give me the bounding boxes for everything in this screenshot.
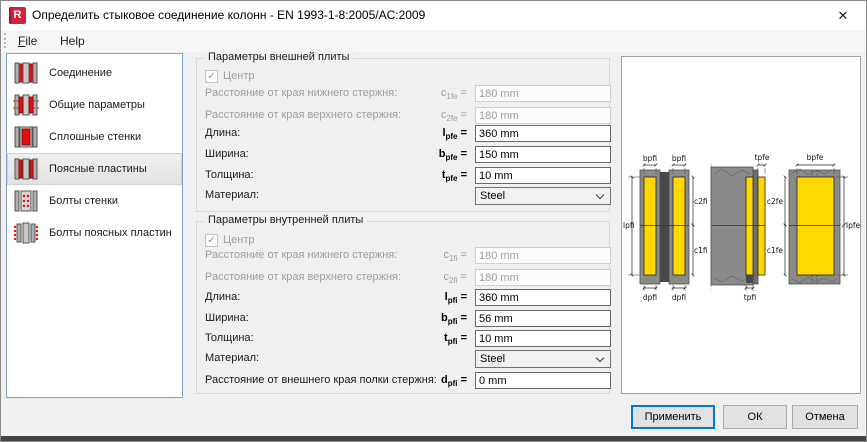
form-row — [205, 125, 603, 142]
solid-webs-icon — [12, 125, 40, 149]
menu-file-rest: ile — [25, 34, 38, 48]
field-label: Расстояние от края нижнего стержня: — [205, 87, 398, 99]
sidebar-item-label: Болты поясных пластин — [49, 227, 172, 239]
center-checkbox-row — [205, 69, 255, 83]
dim-label-dpfi-right: dpfi — [671, 293, 687, 302]
apply-button[interactable]: Применить — [631, 405, 715, 429]
sidebar-item-flange-plates[interactable] — [7, 153, 182, 185]
c2fe-input — [475, 107, 611, 124]
flange-plate-bolts-icon — [12, 221, 40, 245]
field-label: Ширина: — [205, 312, 249, 324]
title-bar — [1, 1, 866, 30]
sidebar-item-general-parameters[interactable] — [7, 89, 182, 121]
background-window-edge — [1, 436, 866, 441]
center-label: Центр — [223, 70, 255, 82]
length-outer-input[interactable] — [475, 125, 611, 142]
field-label: Толщина: — [205, 332, 254, 344]
sidebar-item-web-bolts[interactable] — [7, 185, 182, 217]
menu-bar — [1, 30, 866, 52]
check-icon: ✓ — [207, 70, 216, 82]
form-row — [205, 167, 603, 184]
sidebar-item-flange-plate-bolts[interactable] — [7, 217, 182, 249]
group-title: Параметры внешней плиты — [204, 51, 353, 63]
sidebar-item-solid-webs[interactable] — [7, 121, 182, 153]
internal-plate-group — [196, 214, 610, 394]
field-symbol: $d_{pfi}$ = — [440, 374, 467, 389]
material-select-outer[interactable] — [475, 187, 611, 205]
thickness-outer-input[interactable] — [475, 167, 611, 184]
field-symbol: $c_{2fi}$ = — [443, 271, 467, 286]
connection-icon — [12, 61, 40, 85]
dpfi-input[interactable] — [475, 372, 611, 389]
general-parameters-icon — [12, 93, 40, 117]
field-symbol: $l_{pfi}$ = — [444, 291, 467, 306]
center-checkbox — [205, 234, 218, 247]
field-symbol: $t_{pfi}$ = — [444, 332, 467, 347]
internal-plates-view — [623, 154, 708, 302]
sidebar-item-label: Соединение — [49, 67, 113, 79]
field-label: Материал: — [205, 189, 260, 201]
external-plate-view — [767, 153, 860, 284]
center-checkbox-row — [205, 233, 255, 247]
form-row — [205, 269, 603, 286]
column-side-view — [711, 153, 770, 302]
field-label: Длина: — [205, 291, 241, 303]
center-checkbox — [205, 70, 218, 83]
group-title: Параметры внутренней плиты — [204, 214, 367, 226]
menu-file[interactable] — [11, 30, 44, 52]
material-value: Steel — [480, 353, 506, 365]
external-plate-group — [196, 51, 610, 212]
c1fi-input — [475, 247, 611, 264]
dim-label-c2fi: c2fi — [694, 197, 708, 206]
sidebar-item-label: Болты стенки — [49, 195, 119, 207]
form-row — [205, 350, 603, 367]
chevron-down-icon — [596, 191, 604, 199]
material-select-inner[interactable] — [475, 350, 611, 368]
ok-button[interactable]: ОК — [723, 405, 787, 429]
close-button[interactable]: ✕ — [821, 2, 865, 29]
length-inner-input[interactable] — [475, 289, 611, 306]
field-label: Ширина: — [205, 148, 249, 160]
field-symbol: $c_{2fe}$ = — [440, 109, 467, 124]
sidebar-item-label: Сплошные стенки — [49, 131, 142, 143]
field-label: Расстояние от края верхнего стержня: — [205, 271, 402, 283]
field-symbol: $t_{pfe}$ = — [441, 169, 467, 184]
form-row — [205, 289, 603, 306]
dim-label-bpfi-left: bpfi — [642, 154, 658, 163]
field-symbol: $b_{pfe}$ = — [438, 148, 467, 163]
app-icon: R — [9, 7, 26, 24]
flange-plates-icon — [12, 157, 40, 181]
c2fi-input — [475, 269, 611, 286]
field-label: Толщина: — [205, 169, 254, 181]
chevron-down-icon — [596, 354, 604, 362]
check-icon: ✓ — [207, 234, 216, 246]
menu-help[interactable]: Help — [53, 30, 92, 52]
dim-label-tpfe: tpfe — [754, 153, 770, 162]
form-row — [205, 107, 603, 124]
dim-label-c1fi: c1fi — [694, 246, 708, 255]
field-symbol: $c_{1fe}$ = — [440, 87, 467, 102]
web-bolts-icon — [12, 189, 40, 213]
thickness-inner-input[interactable] — [475, 330, 611, 347]
field-label: Расстояние от края верхнего стержня: — [205, 109, 402, 121]
sidebar-item-label: Поясные пластины — [49, 163, 147, 175]
dim-label-c1fe: c1fe — [766, 246, 783, 255]
external-plate-shape — [797, 177, 834, 275]
field-symbol: $l_{pfe}$ = — [442, 127, 467, 142]
field-label: Материал: — [205, 352, 260, 364]
dim-label-lpfe: lpfe — [846, 221, 860, 230]
c1fe-input — [475, 85, 611, 102]
form-row — [205, 247, 603, 264]
form-row — [205, 330, 603, 347]
field-label: Длина: — [205, 127, 241, 139]
material-value: Steel — [480, 190, 506, 202]
plate-diagram — [622, 57, 860, 393]
dim-label-dpfi-left: dpfi — [642, 293, 658, 302]
dim-label-bpfi-right: bpfi — [671, 154, 687, 163]
internal-plate-shape — [673, 177, 685, 275]
field-symbol: $b_{pfi}$ = — [440, 312, 467, 327]
dim-label-bpfe: bpfe — [806, 153, 824, 162]
menu-grip-icon — [4, 33, 6, 48]
cancel-button[interactable]: Отмена — [792, 405, 858, 429]
width-outer-input[interactable] — [475, 146, 611, 163]
form-row — [205, 146, 603, 163]
form-row — [205, 310, 603, 327]
form-row — [205, 372, 603, 389]
dim-label-lpfi: lpfi — [623, 221, 635, 230]
form-row — [205, 85, 603, 102]
sidebar-item-connection[interactable] — [7, 57, 182, 89]
field-label: Расстояние от внешнего края полки стержня: — [205, 374, 437, 386]
preview-panel — [621, 56, 861, 394]
form-row — [205, 187, 603, 204]
internal-plate-shape — [644, 177, 656, 275]
field-label: Расстояние от края нижнего стержня: — [205, 249, 398, 261]
width-inner-input[interactable] — [475, 310, 611, 327]
field-symbol: $c_{1fi}$ = — [443, 249, 467, 264]
window-title: Определить стыковое соединение колонн - EN 1993-1-8:2005/AC:2009 — [32, 8, 426, 22]
menu-file-accel: F — [18, 34, 26, 48]
sidebar-item-label: Общие параметры — [49, 99, 145, 111]
dim-label-c2fe: c2fe — [766, 197, 783, 206]
dim-label-tpfi: tpfi — [743, 293, 757, 302]
center-label: Центр — [223, 234, 255, 246]
category-list — [6, 53, 183, 398]
